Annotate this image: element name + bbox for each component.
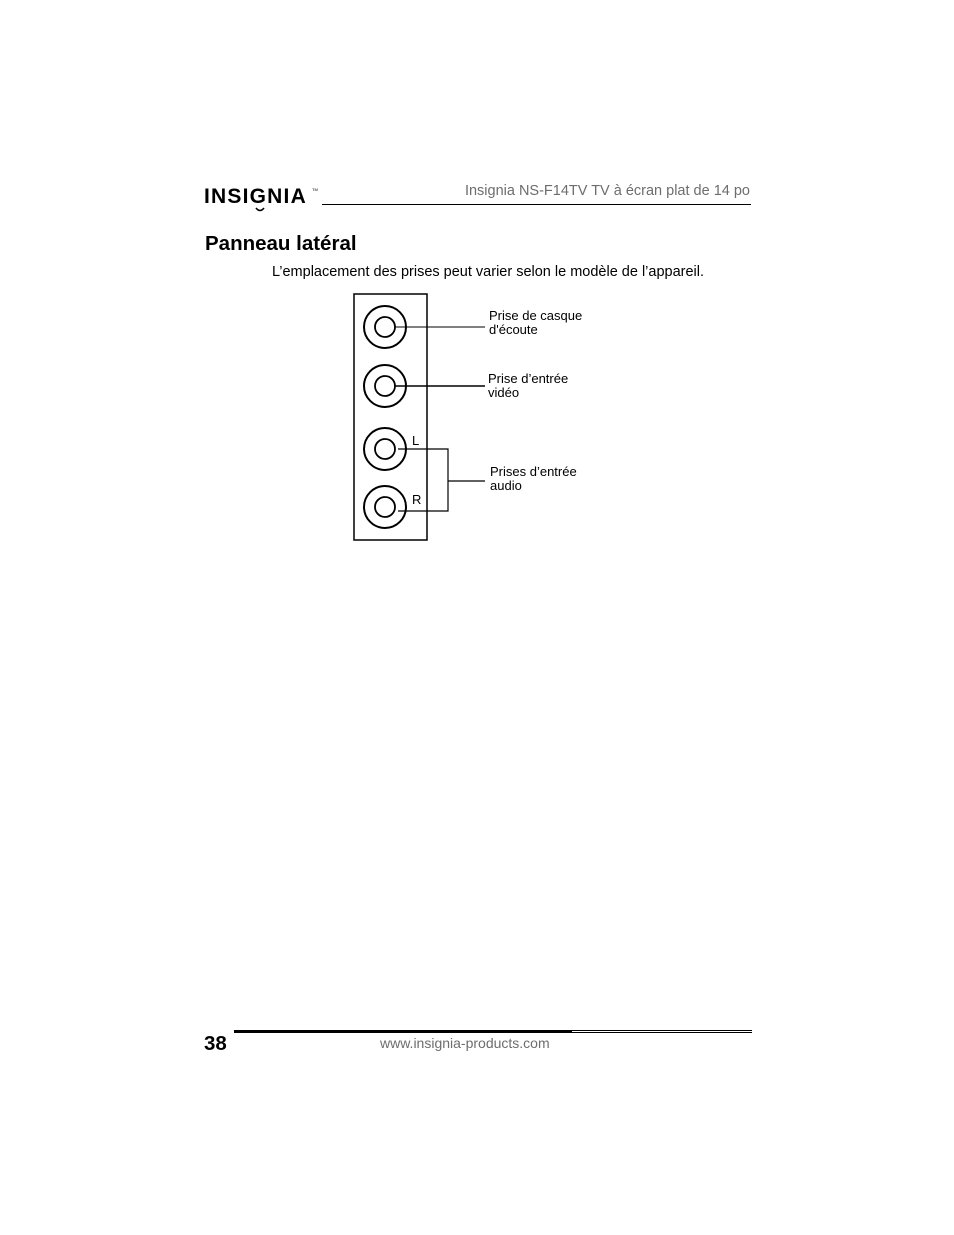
insignia-logo: [204, 181, 316, 213]
header-rule: [322, 204, 751, 205]
callout-audio-line2: audio: [490, 478, 522, 493]
svg-text:INSIGNIA: INSIGNIA: [204, 185, 307, 208]
side-panel-diagram: [340, 285, 640, 550]
callout-audio-line1: Prises d’entrée: [490, 464, 577, 479]
intro-text: L’emplacement des prises peut varier selon le modèle de l’appareil.: [272, 264, 705, 280]
section-title: Panneau latéral: [205, 232, 357, 255]
jack-label-right: R: [412, 492, 422, 507]
callout-video-line2: vidéo: [488, 385, 520, 400]
callout-headphone-line1: Prise de casque: [489, 308, 583, 323]
footer-rule: [234, 1030, 752, 1033]
page-number: 38: [204, 1032, 227, 1055]
callout-video-line1: Prise d’entrée: [488, 371, 569, 386]
header-title: Insignia NS-F14TV TV à écran plat de 14 po: [464, 183, 750, 199]
callout-headphone-line2: d'écoute: [489, 322, 538, 337]
jack-label-left: L: [412, 433, 420, 448]
audio-right-jack-icon: [364, 486, 406, 528]
svg-text:TM: TM: [312, 187, 318, 192]
footer-url[interactable]: www.insignia-products.com: [380, 1035, 550, 1051]
